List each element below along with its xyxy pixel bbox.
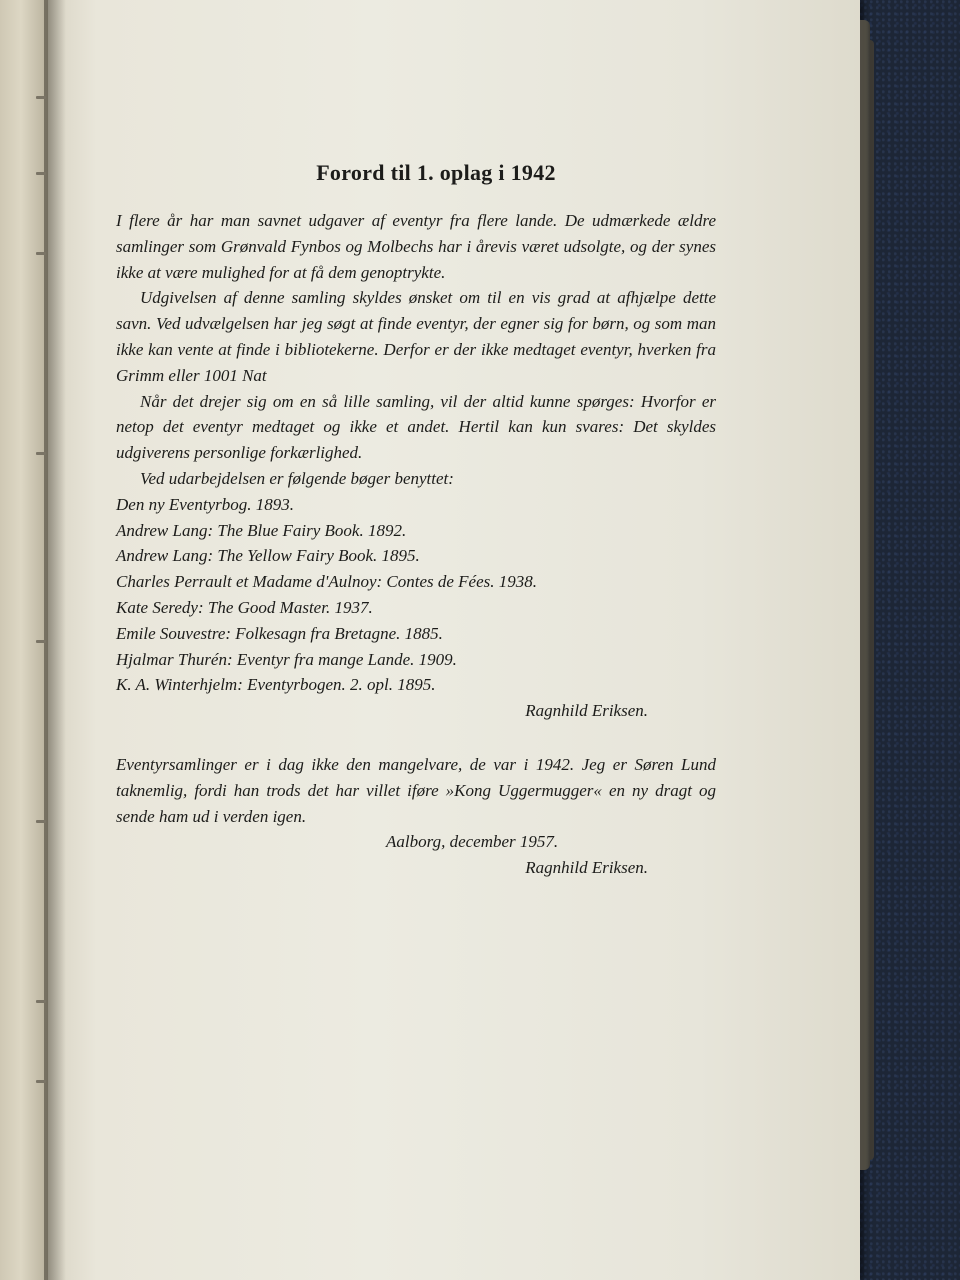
bibliography-list: [116, 492, 716, 698]
paragraph: I flere år har man savnet udgaver af eventyr fra flere lande. De udmærkede ældre samlinger som Grønvald Fynbos og Molbechs har i årevis været udsolgte, og der synes ikke at være mulighed for at få dem genoptrykte.: [116, 211, 716, 282]
page-text: [116, 160, 716, 881]
bibliography-item: Charles Perrault et Madame d'Aulnoy: Contes de Fées. 1938.: [116, 572, 538, 592]
bibliography-item: Andrew Lang: The Blue Fairy Book. 1892.: [116, 520, 407, 540]
paragraph: Når det drejer sig om en så lille samling, vil der altid kunne spørges: Hvorfor er netop det eventyr medtaget og ikke et andet. Hertil kan kun svares: Det skyldes udgiverens personlige forkærlighed.: [116, 391, 716, 463]
binding-stitch: [36, 172, 46, 175]
binding-stitch: [36, 252, 46, 255]
binding-stitch: [36, 96, 46, 99]
paragraph: Ved udarbejdelsen er følgende bøger benyttet:: [140, 468, 454, 488]
signature: Ragnhild Eriksen.: [525, 858, 648, 878]
gutter-shadow: [44, 0, 66, 1280]
signature: Ragnhild Eriksen.: [525, 701, 648, 721]
postscript: Eventyrsamlinger er i dag ikke den mangelvare, de var i 1942. Jeg er Søren Lund taknemlig, fordi han trods det har villet iføre »Kong Uggermugger« en ny dragt og sende ham ud i verden igen.: [116, 754, 716, 826]
section-gap: [116, 724, 716, 752]
binding-stitch: [36, 820, 46, 823]
bibliography-item: Emile Souvestre: Folkesagn fra Bretagne. 1885.: [116, 623, 443, 643]
bibliography-item: Den ny Eventyrbog. 1893.: [116, 494, 294, 514]
binding-stitch: [36, 1080, 46, 1083]
page-title: Forord til 1. oplag i 1942: [316, 160, 556, 185]
bibliography-item: K. A. Winterhjelm: Eventyrbogen. 2. opl. 1895.: [116, 675, 436, 695]
bibliography-item: Hjalmar Thurén: Eventyr fra mange Lande. 1909.: [116, 649, 457, 669]
binding-stitch: [36, 452, 46, 455]
bibliography-item: Andrew Lang: The Yellow Fairy Book. 1895.: [116, 546, 420, 566]
paragraph: Udgivelsen af denne samling skyldes ønsket om til en vis grad at afhjælpe dette savn. Ved udvælgelsen har jeg søgt at finde eventyr, der egner sig for børn, og som man ikke kan vente at finde i bibliotekerne. Derfor er der ikke medtaget eventyr, hverken fra Grimm eller 1001 Nat: [116, 288, 716, 385]
place-date: Aalborg, december 1957.: [386, 832, 559, 852]
bibliography-item: Kate Seredy: The Good Master. 1937.: [116, 597, 373, 617]
binding-stitch: [36, 640, 46, 643]
binding-stitch: [36, 1000, 46, 1003]
